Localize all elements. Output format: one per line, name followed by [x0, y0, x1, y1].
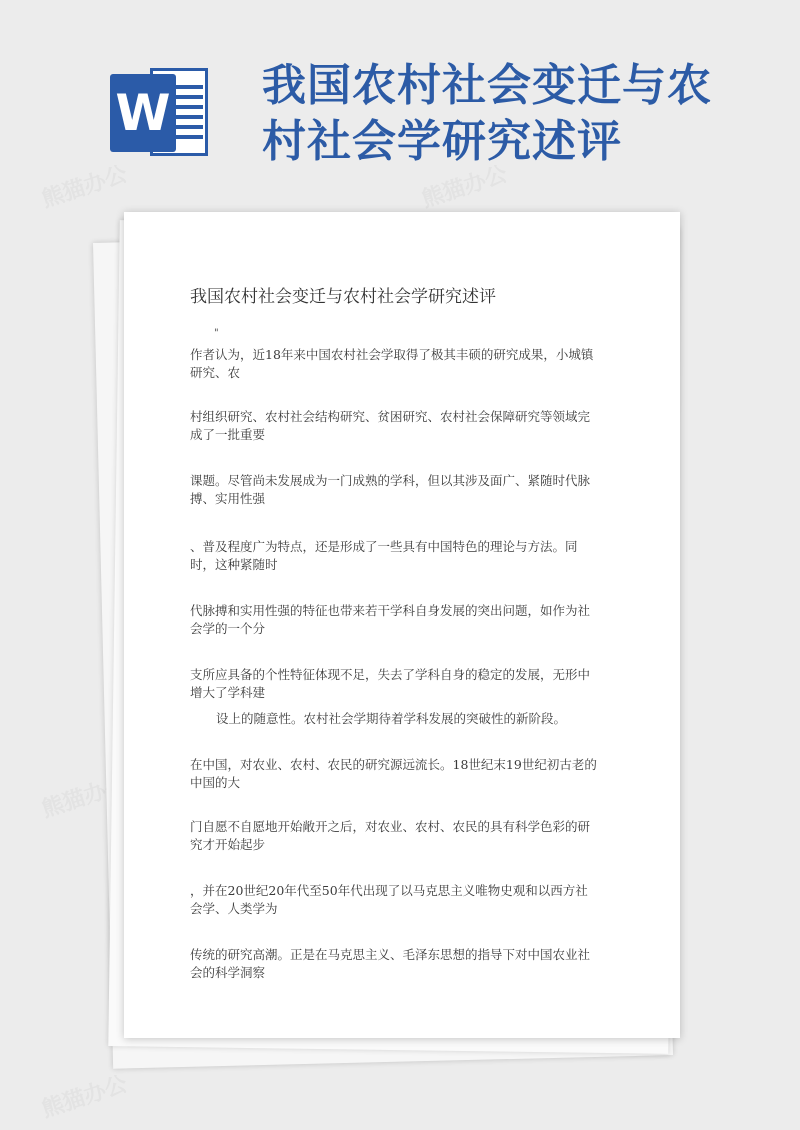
document-title: 我国农村社会变迁与农村社会学研究述评	[190, 287, 496, 307]
watermark: 熊猫办公	[38, 771, 131, 823]
paragraph-line: 课题。尽管尚未发展成为一门成熟的学科，但以其涉及面广、紧随时代脉搏、实用性强	[190, 473, 591, 506]
watermark: 熊猫办公	[38, 1071, 131, 1123]
paragraph-line: 在中国，对农业、农村、农民的研究源远流长。18世纪末19世纪初古老的中国的大	[190, 757, 597, 790]
paragraph-line: ，并在20世纪20年代至50年代出现了以马克思主义唯物史观和以西方社会学、人类学为	[190, 883, 588, 916]
banner-title: 我国农村社会变迁与农村社会学研究述评	[262, 60, 712, 167]
document-page	[124, 212, 680, 1038]
watermark: 熊猫办公	[418, 161, 511, 213]
paragraph-line: 传统的研究高潮。正是在马克思主义、毛泽东思想的指导下对中国农业社会的科学洞察	[190, 947, 591, 980]
paragraph-line: 、普及程度广为特点，还是形成了一些具有中国特色的理论与方法。同时，这种紧随时	[190, 539, 578, 572]
paragraph-line: 村组织研究、农村社会结构研究、贫困研究、农村社会保障研究等领域完成了一批重要	[190, 409, 591, 442]
paragraph-line: 代脉搏和实用性强的特征也带来若干学科自身发展的突出问题，如作为社会学的一个分	[190, 603, 591, 636]
banner	[0, 0, 800, 200]
word-document-icon	[110, 60, 210, 164]
paragraph-line: 支所应具备的个性特征体现不足，失去了学科自身的稳定的发展，无形中增大了学科建	[190, 667, 591, 700]
paragraph-line: 门自愿不自愿地开始敞开之后，对农业、农村、农民的具有科学色彩的研究才开始起步	[190, 819, 591, 852]
paragraph-line: 设上的随意性。农村社会学期待着学科发展的突破性的新阶段。	[216, 711, 567, 726]
quote-mark: "	[214, 328, 219, 339]
word-letter-badge: W	[110, 74, 176, 152]
watermark: 熊猫办公	[38, 161, 131, 213]
paragraph-line: 作者认为，近18年来中国农村社会学取得了极其丰硕的研究成果，小城镇研究、农	[190, 347, 594, 380]
